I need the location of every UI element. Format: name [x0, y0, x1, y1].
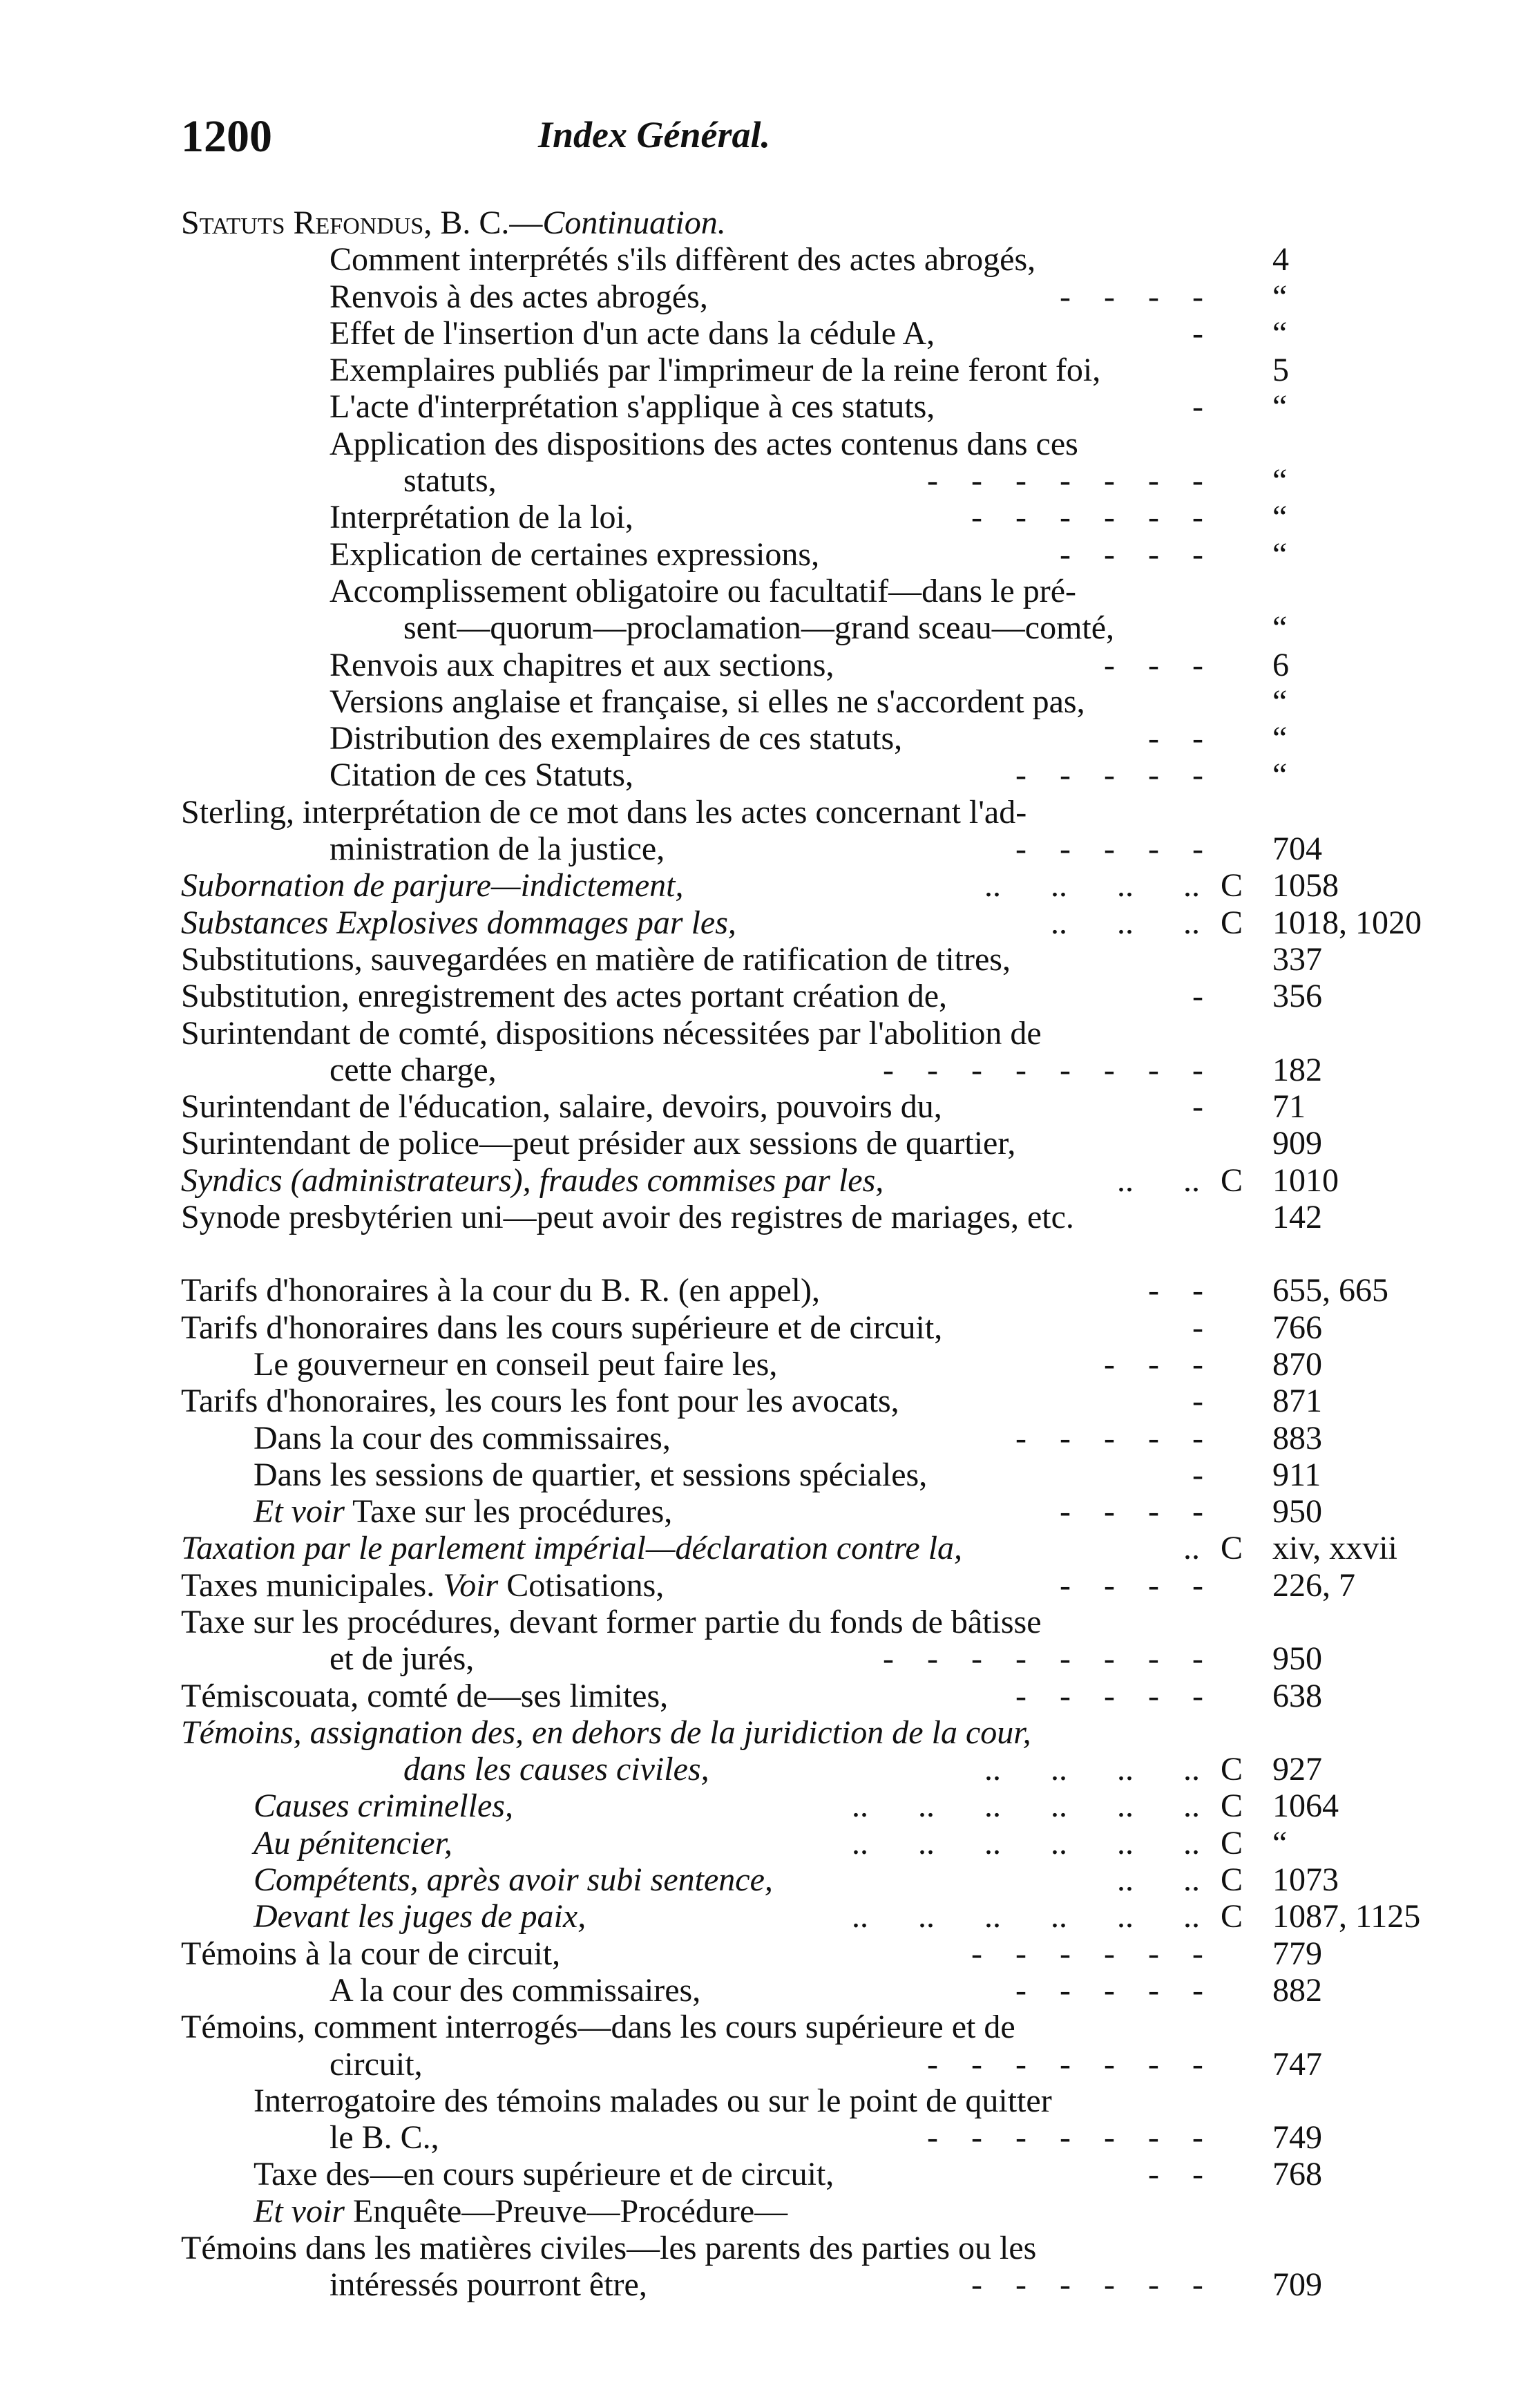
page-reference: 747: [1272, 2045, 1322, 2083]
index-entry: [181, 1898, 1459, 1935]
index-entry: [181, 205, 1459, 241]
index-entry: [181, 1640, 1459, 1677]
entry-text: sent—quorum—proclamation—grand sceau—comté,: [403, 609, 1115, 647]
index-entry: [181, 1493, 1459, 1530]
index-entry: [181, 757, 1459, 793]
code-column: C: [1221, 1530, 1243, 1567]
page-reference: 1087, 1125: [1272, 1898, 1421, 1935]
page-reference: 5: [1272, 352, 1289, 389]
page-header: [181, 111, 1424, 180]
index-entry: [181, 2046, 1459, 2083]
page-reference: 1018, 1020: [1272, 904, 1422, 941]
entry-text: [181, 205, 726, 241]
index-entry: [181, 573, 1459, 609]
index-entry: [181, 609, 1459, 646]
page-reference: “: [1272, 535, 1288, 573]
entry-text: Dans les sessions de quartier, et sessions spéciales,: [254, 1456, 928, 1493]
entry-leader: .. ..: [1117, 1861, 1200, 1899]
entry-leader: .. .. .. ..: [984, 1751, 1200, 1788]
index-entry: [181, 1309, 1459, 1346]
index-entry: [181, 1567, 1459, 1604]
entry-text: Taxation par le parlement impérial—déclaration contre la,: [181, 1530, 963, 1567]
page-number: 1200: [181, 111, 272, 162]
entry-text: Sterling, interprétation de ce mot dans les actes concernant l'ad-: [181, 793, 1027, 831]
index-entry: [181, 683, 1459, 720]
entry-text: L'acte d'interprétation s'applique à ces statuts,: [330, 388, 935, 426]
page-reference: 337: [1272, 940, 1322, 978]
index-entry: [181, 241, 1459, 278]
entry-text-part: Voir: [443, 1566, 499, 1604]
entry-leader: -: [1192, 1309, 1203, 1346]
page-reference: 1064: [1272, 1788, 1339, 1825]
entry-text: circuit,: [330, 2045, 423, 2083]
entry-text: Témoins à la cour de circuit,: [181, 1935, 561, 1972]
page-reference: “: [1272, 609, 1288, 647]
page-reference: 1073: [1272, 1861, 1339, 1899]
index-entry: [181, 462, 1459, 499]
index-entry: [181, 536, 1459, 573]
entry-text: Renvois à des actes abrogés,: [330, 278, 708, 315]
entry-text: et de jurés,: [330, 1640, 475, 1678]
entry-leader: - - - - - -: [971, 499, 1203, 536]
entry-leader: - -: [1148, 1272, 1203, 1309]
entry-leader: - - - - - - -: [927, 462, 1203, 500]
page-reference: “: [1272, 314, 1288, 352]
page-reference: 4: [1272, 241, 1289, 278]
entry-text: Surintendant de police—peut présider aux sessions de quartier,: [181, 1125, 1016, 1162]
entry-text: Synode presbytérien uni—peut avoir des registres de mariages, etc.: [181, 1199, 1074, 1236]
index-entry: [181, 499, 1459, 535]
index-entry: [181, 1788, 1459, 1824]
page-reference: xiv, xxvii: [1272, 1530, 1397, 1567]
entry-leader: - - - -: [1060, 278, 1203, 315]
entry-leader: - - - -: [1060, 1566, 1203, 1604]
entry-leader: .. .. .. .. .. ..: [852, 1898, 1200, 1935]
page-reference: 927: [1272, 1751, 1322, 1788]
entry-leader: - - - -: [1060, 535, 1203, 573]
entry-text: Comment interprétés s'ils diffèrent des actes abrogés,: [330, 241, 1036, 278]
entry-leader: .. ..: [1117, 1162, 1200, 1199]
index-entry: [181, 1272, 1459, 1309]
entry-text-part: Taxe sur les procédures,: [344, 1493, 673, 1530]
page-reference: 709: [1272, 2266, 1322, 2304]
code-column: C: [1221, 1861, 1243, 1899]
entry-text: Au pénitencier,: [254, 1824, 452, 1861]
page-reference: 356: [1272, 978, 1322, 1015]
entry-text: Syndics (administrateurs), fraudes commises par les,: [181, 1162, 884, 1199]
page-reference: “: [1272, 462, 1288, 500]
entry-text: Dans la cour des commissaires,: [254, 1419, 671, 1457]
entry-text: Effet de l'insertion d'un acte dans la cédule A,: [330, 314, 935, 352]
page-reference: “: [1272, 278, 1288, 315]
entry-text: intéressés pourront être,: [330, 2266, 647, 2304]
entry-leader: - - - - - -: [971, 2266, 1203, 2304]
index-entry: [181, 278, 1459, 315]
page-reference: 766: [1272, 1309, 1322, 1346]
entry-leader: -: [1192, 1383, 1203, 1420]
entry-text: Causes criminelles,: [254, 1788, 513, 1825]
entry-leader: - - - - - - -: [927, 2045, 1203, 2083]
entry-leader: .. .. .. .. .. ..: [852, 1788, 1200, 1825]
entry-leader: -: [1192, 1456, 1203, 1493]
entry-leader: - - - - - - -: [927, 2119, 1203, 2156]
page-reference: 1010: [1272, 1162, 1339, 1199]
index-entry: [181, 426, 1459, 462]
index-entry: [181, 2230, 1459, 2266]
code-column: C: [1221, 1162, 1243, 1199]
entry-text-part: Enquête—Preuve—Procédure—: [344, 2192, 788, 2230]
index-entry: [181, 1346, 1459, 1383]
page-reference: “: [1272, 1824, 1288, 1861]
entry-leader: ..: [1183, 1530, 1200, 1567]
page-reference: 883: [1272, 1419, 1322, 1457]
index-entry: [181, 2083, 1459, 2119]
page-reference: 950: [1272, 1493, 1322, 1530]
index-entries: [181, 205, 1459, 2304]
entry-text-part: Statuts Refondus, B. C.—: [181, 205, 543, 241]
index-entry: [181, 1383, 1459, 1419]
page-reference: “: [1272, 720, 1288, 757]
index-entry: [181, 1935, 1459, 1972]
index-entry: [181, 867, 1459, 904]
index-entry: [181, 388, 1459, 425]
entry-text: cette charge,: [330, 1051, 497, 1088]
entry-text: Substitutions, sauvegardées en matière de ratification de titres,: [181, 940, 1011, 978]
page-reference: 882: [1272, 1971, 1322, 2009]
entry-text: Substitution, enregistrement des actes portant création de,: [181, 978, 948, 1015]
entry-leader: - - - - -: [1015, 1677, 1203, 1714]
index-entry: [181, 1751, 1459, 1788]
entry-text: [181, 1567, 664, 1604]
entry-leader: .. .. .. ..: [984, 867, 1200, 904]
entry-leader: - - - - -: [1015, 1971, 1203, 2009]
index-entry: [181, 2156, 1459, 2192]
index-entry: [181, 1861, 1459, 1898]
entry-text: Application des dispositions des actes contenus dans ces: [330, 425, 1078, 462]
code-column: C: [1221, 1788, 1243, 1825]
entry-text-part: Et voir: [254, 1493, 345, 1530]
index-entry: [181, 831, 1459, 867]
index-entry: [181, 1125, 1459, 1162]
code-column: C: [1221, 1824, 1243, 1861]
section-gap: [181, 1235, 1459, 1272]
entry-text: Compétents, après avoir subi sentence,: [254, 1861, 773, 1899]
index-entry: [181, 647, 1459, 683]
entry-leader: - - - -: [1060, 1493, 1203, 1530]
entry-text: Témoins dans les matières civiles—les parents des parties ou les: [181, 2230, 1037, 2267]
entry-leader: - - - - -: [1015, 1419, 1203, 1457]
index-entry: [181, 1530, 1459, 1566]
entry-text: Devant les juges de paix,: [254, 1898, 586, 1935]
entry-text-part: Taxes municipales.: [181, 1566, 443, 1604]
entry-text: Surintendant de l'éducation, salaire, devoirs, pouvoirs du,: [181, 1088, 942, 1126]
index-entry: [181, 1457, 1459, 1493]
entry-text: Surintendant de comté, dispositions nécessitées par l'abolition de: [181, 1014, 1042, 1052]
code-column: C: [1221, 904, 1243, 941]
index-entry: [181, 352, 1459, 388]
entry-leader: .. .. ..: [1051, 904, 1200, 941]
entry-text: Témoins, assignation des, en dehors de la juridiction de la cour,: [181, 1714, 1031, 1751]
entry-text: Taxe sur les procédures, devant former partie du fonds de bâtisse: [181, 1603, 1042, 1640]
entry-text: le B. C.,: [330, 2119, 439, 2156]
entry-leader: - - -: [1104, 1345, 1203, 1383]
index-entry: [181, 720, 1459, 757]
page-reference: 226, 7: [1272, 1566, 1355, 1604]
entry-text-part: Continuation.: [542, 205, 726, 241]
entry-text: Citation de ces Statuts,: [330, 757, 633, 794]
entry-text: Renvois aux chapitres et aux sections,: [330, 646, 834, 683]
entry-text: [254, 1493, 672, 1530]
entry-leader: .. .. .. .. .. ..: [852, 1824, 1200, 1861]
entry-leader: - - - - - - - -: [883, 1640, 1203, 1678]
entry-leader: - - - - -: [1015, 831, 1203, 868]
code-column: C: [1221, 867, 1243, 904]
page-reference: 779: [1272, 1935, 1322, 1972]
page-reference: “: [1272, 757, 1288, 794]
entry-leader: - - - - - - - -: [883, 1051, 1203, 1088]
page-reference: 749: [1272, 2119, 1322, 2156]
index-entry: [181, 2193, 1459, 2230]
entry-text: Tarifs d'honoraires dans les cours supérieure et de circuit,: [181, 1309, 943, 1346]
entry-leader: - -: [1148, 720, 1203, 757]
index-entry: [181, 1678, 1459, 1714]
index-entry: [181, 794, 1459, 831]
entry-text: A la cour des commissaires,: [330, 1971, 701, 2009]
entry-text: Interrogatoire des témoins malades ou sur le point de quitter: [254, 2082, 1052, 2119]
page-reference: 911: [1272, 1456, 1321, 1493]
index-entry: [181, 1972, 1459, 2009]
index-entry: [181, 904, 1459, 941]
page-reference: 182: [1272, 1051, 1322, 1088]
index-entry: [181, 1052, 1459, 1088]
entry-text: Distribution des exemplaires de ces statuts,: [330, 720, 903, 757]
entry-leader: - -: [1148, 2156, 1203, 2193]
page-reference: “: [1272, 499, 1288, 536]
index-entry: [181, 1015, 1459, 1052]
entry-text: Interprétation de la loi,: [330, 499, 633, 536]
entry-text: Explication de certaines expressions,: [330, 535, 820, 573]
entry-text: statuts,: [403, 462, 497, 500]
page-reference: “: [1272, 683, 1288, 720]
entry-leader: - - -: [1104, 646, 1203, 683]
entry-text: Substances Explosives dommages par les,: [181, 904, 736, 941]
entry-text: Témiscouata, comté de—ses limites,: [181, 1677, 669, 1714]
index-entry: [181, 1604, 1459, 1640]
index-entry: [181, 1088, 1459, 1125]
code-column: C: [1221, 1751, 1243, 1788]
index-entry: [181, 1199, 1459, 1235]
index-entry: [181, 2266, 1459, 2303]
code-column: C: [1221, 1898, 1243, 1935]
entry-text: Accomplissement obligatoire ou facultatif—dans le pré-: [330, 572, 1076, 609]
page-reference: “: [1272, 388, 1288, 426]
page-reference: 142: [1272, 1199, 1322, 1236]
entry-leader: - - - - -: [1015, 757, 1203, 794]
entry-text: ministration de la justice,: [330, 831, 665, 868]
entry-text: Le gouverneur en conseil peut faire les,: [254, 1345, 778, 1383]
entry-text-part: Et voir: [254, 2192, 345, 2230]
entry-text: Tarifs d'honoraires, les cours les font pour les avocats,: [181, 1383, 899, 1420]
page-reference: 950: [1272, 1640, 1322, 1678]
page-reference: 655, 665: [1272, 1272, 1388, 1309]
index-entry: [181, 941, 1459, 978]
index-entry: [181, 1714, 1459, 1751]
entry-text: Exemplaires publiés par l'imprimeur de la reine feront foi,: [330, 352, 1101, 389]
entry-text: Subornation de parjure—indictement,: [181, 867, 684, 904]
entry-leader: -: [1192, 1088, 1203, 1126]
index-entry: [181, 1825, 1459, 1861]
page-reference: 870: [1272, 1345, 1322, 1383]
index-entry: [181, 978, 1459, 1014]
index-entry: [181, 315, 1459, 352]
index-entry: [181, 2009, 1459, 2045]
page-reference: 6: [1272, 646, 1289, 683]
entry-text: dans les causes civiles,: [403, 1751, 709, 1788]
index-entry: [181, 1162, 1459, 1199]
page-reference: 638: [1272, 1677, 1322, 1714]
entry-text: Témoins, comment interrogés—dans les cours supérieure et de: [181, 2009, 1015, 2046]
index-entry: [181, 2119, 1459, 2156]
page-reference: 71: [1272, 1088, 1306, 1126]
entry-leader: -: [1192, 978, 1203, 1015]
index-entry: [181, 1420, 1459, 1457]
page-reference: 768: [1272, 2156, 1322, 2193]
entry-text: [254, 2193, 787, 2230]
entry-text: Versions anglaise et française, si elles ne s'accordent pas,: [330, 683, 1085, 720]
entry-text: Taxe des—en cours supérieure et de circuit,: [254, 2156, 834, 2193]
entry-leader: - - - - - -: [971, 1935, 1203, 1972]
entry-leader: -: [1192, 388, 1203, 426]
page-reference: 871: [1272, 1383, 1322, 1420]
entry-text: Tarifs d'honoraires à la cour du B. R. (en appel),: [181, 1272, 820, 1309]
page-reference: 909: [1272, 1125, 1322, 1162]
page-reference: 704: [1272, 831, 1322, 868]
running-head: Index Général.: [538, 114, 770, 155]
entry-text-part: Cotisations,: [498, 1566, 665, 1604]
page-reference: 1058: [1272, 867, 1339, 904]
entry-leader: -: [1192, 314, 1203, 352]
